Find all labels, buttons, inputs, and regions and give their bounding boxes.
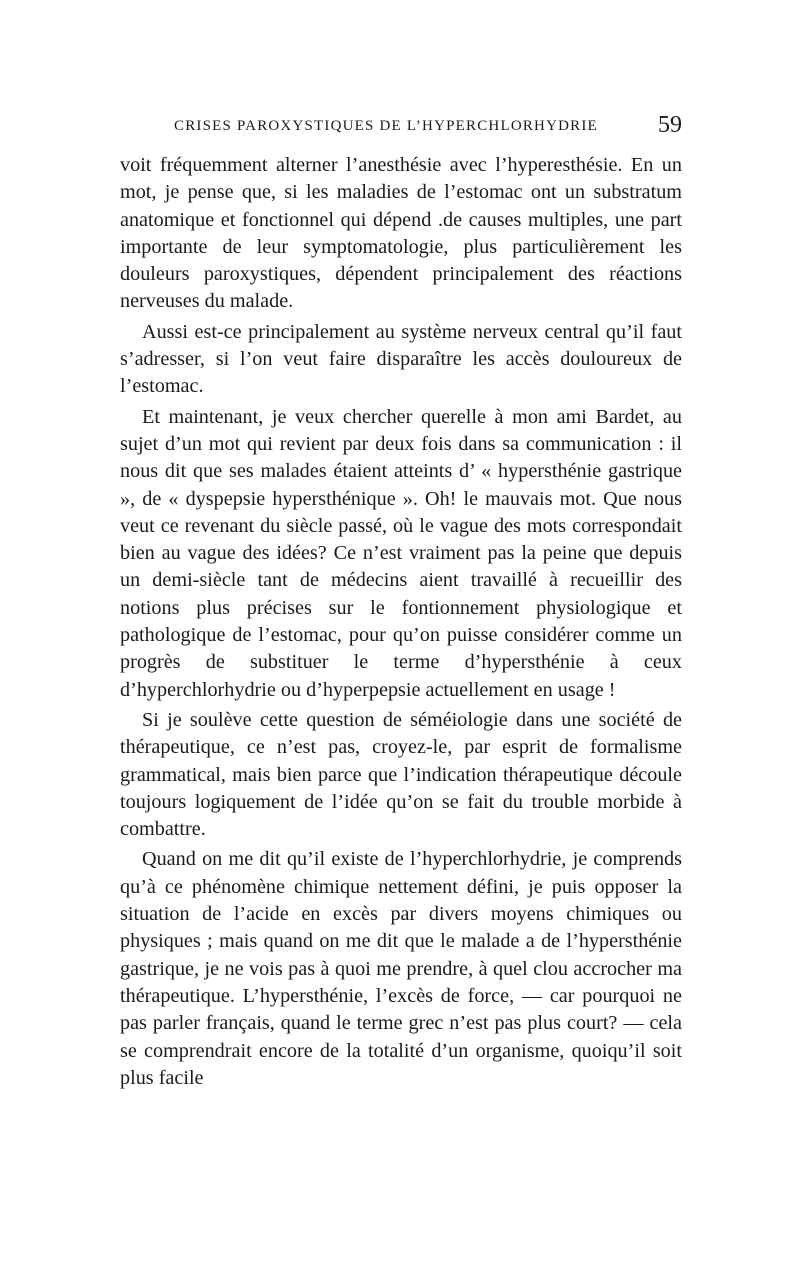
- paragraph: Aussi est-ce principalement au système nerveux central qu’il faut s’adresser, si l’on veut faire disparaître les accès douloureux de l’estomac.: [120, 320, 682, 398]
- paragraph: Quand on me dit qu’il existe de l’hyperchlorhydrie, je comprends qu’à ce phénomène chimique nettement défini, je puis opposer la situation de l’acide en excès par divers moyens chimiques ou physiques ; mais quand on me dit que le malade a de l’hypersthénie gastrique, je ne vois pas à quoi me prendre, à quel clou accrocher ma thérapeutique. L’hypersthénie, l’excès de force, — car pourquoi ne pas parler français, quand le terme grec n’est pas plus court? — cela se comprendrait encore de la totalité d’un organisme, quoiqu’il soit plus facile: [120, 848, 682, 1089]
- paragraph: Si je soulève cette question de séméiologie dans une société de thérapeutique, ce n’est pas, croyez-le, par esprit de formalisme grammatical, mais bien parce que l’indication thérapeutique découle toujours logiquement de l’idée qu’on se fait du trouble morbide à combattre.: [120, 708, 682, 841]
- page-body: [120, 152, 682, 1092]
- paragraph: voit fréquemment alterner l’anesthésie avec l’hyperesthésie. En un mot, je pense que, si les maladies de l’estomac ont un substratum anatomique et fonctionnel qui dépend .de causes multiples, une part importante de leur symptomatologie, plus particulièrement les douleurs paroxystiques, dépendent principalement des réactions nerveuses du malade.: [120, 154, 682, 313]
- page-number: 59: [658, 112, 682, 138]
- page-header: [120, 108, 682, 152]
- book-page: [120, 108, 682, 1092]
- running-title: CRISES PAROXYSTIQUES DE L’HYPERCHLORHYDRIE: [174, 118, 598, 134]
- paragraph: Et maintenant, je veux chercher querelle à mon ami Bardet, au sujet d’un mot qui revient par deux fois dans sa communication : il nous dit que ses malades étaient atteints d’ « hypersthénie gastrique », de « dyspepsie hypersthénique ». Oh! le mauvais mot. Que nous veut ce revenant du siècle passé, où le vague des mots correspondait bien au vague des idées? Ce n’est vraiment pas la peine que depuis un demi-siècle tant de médecins aient travaillé à recueillir des notions plus précises sur le fontionnement physiologique et pathologique de l’estomac, pour qu’on puisse considérer comme un progrès de substituer le terme d’hypersthénie à ceux d’hyperchlorhydrie ou d’hyperpepsie actuellement en usage !: [120, 405, 682, 701]
